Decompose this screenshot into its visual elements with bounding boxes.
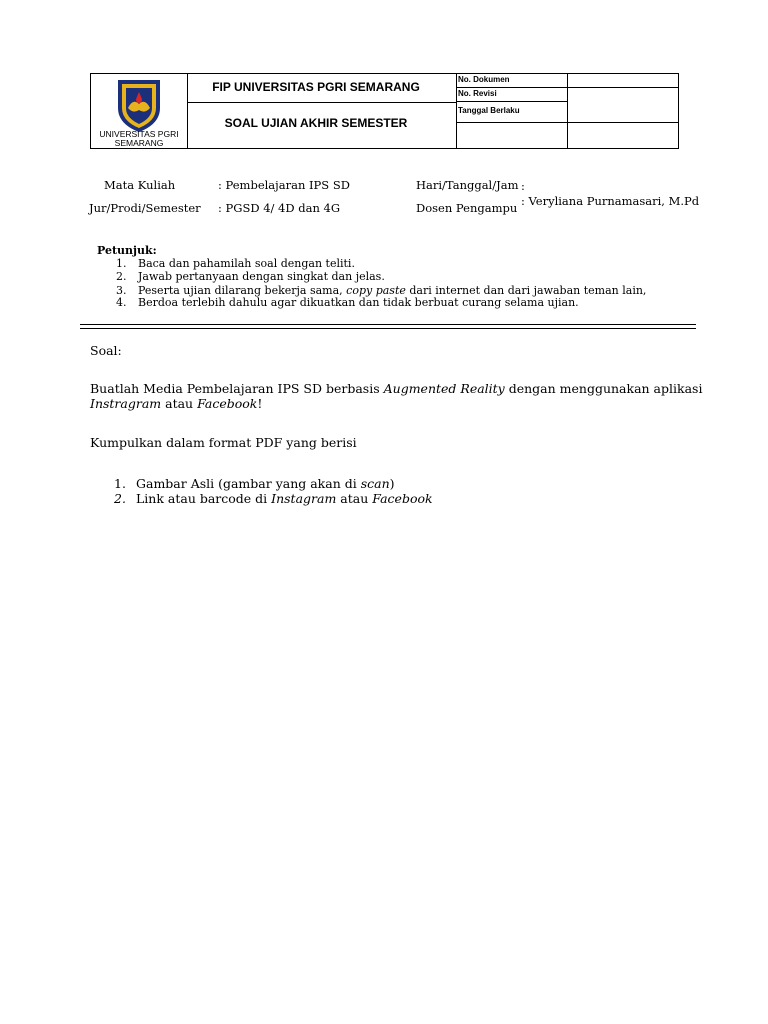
program-label: Jur/Prodi/Semester: [89, 201, 201, 215]
doc-number-label: No. Dokumen: [458, 75, 510, 84]
lecturer-value: : Veryliana Purnamasari, M.Pd: [521, 194, 700, 208]
divider-rule-top: [80, 324, 696, 325]
question-line-1: Buatlah Media Pembelajaran IPS SD berbasis Augmented Reality dengan menggunakan aplikasi: [90, 381, 703, 396]
exam-title: SOAL UJIAN AKHIR SEMESTER: [224, 116, 408, 130]
submit-instruction: Kumpulkan dalam format PDF yang berisi: [90, 435, 357, 450]
question-label: Soal:: [90, 343, 122, 358]
effective-date-label: Tanggal Berlaku: [458, 106, 520, 115]
instructions-heading: Petunjuk:: [97, 244, 157, 257]
question-line-2: Instragram atau Facebook!: [90, 396, 263, 411]
revision-label: No. Revisi: [458, 89, 497, 98]
logo-caption-line2: SEMARANG: [114, 138, 164, 148]
datetime-value: :: [521, 179, 525, 193]
document-header-table: [90, 73, 679, 149]
program-value: : PGSD 4/ 4D dan 4G: [218, 201, 341, 215]
datetime-label: Hari/Tanggal/Jam: [416, 178, 519, 192]
course-label: Mata Kuliah: [104, 178, 176, 192]
logo-caption-line1: UNIVERSITAS PGRI: [99, 129, 179, 139]
lecturer-label: Dosen Pengampu: [416, 201, 518, 215]
institution-title: FIP UNIVERSITAS PGRI SEMARANG: [212, 80, 420, 94]
course-value: : Pembelajaran IPS SD: [218, 178, 350, 192]
divider-rule-bottom: [80, 328, 696, 329]
